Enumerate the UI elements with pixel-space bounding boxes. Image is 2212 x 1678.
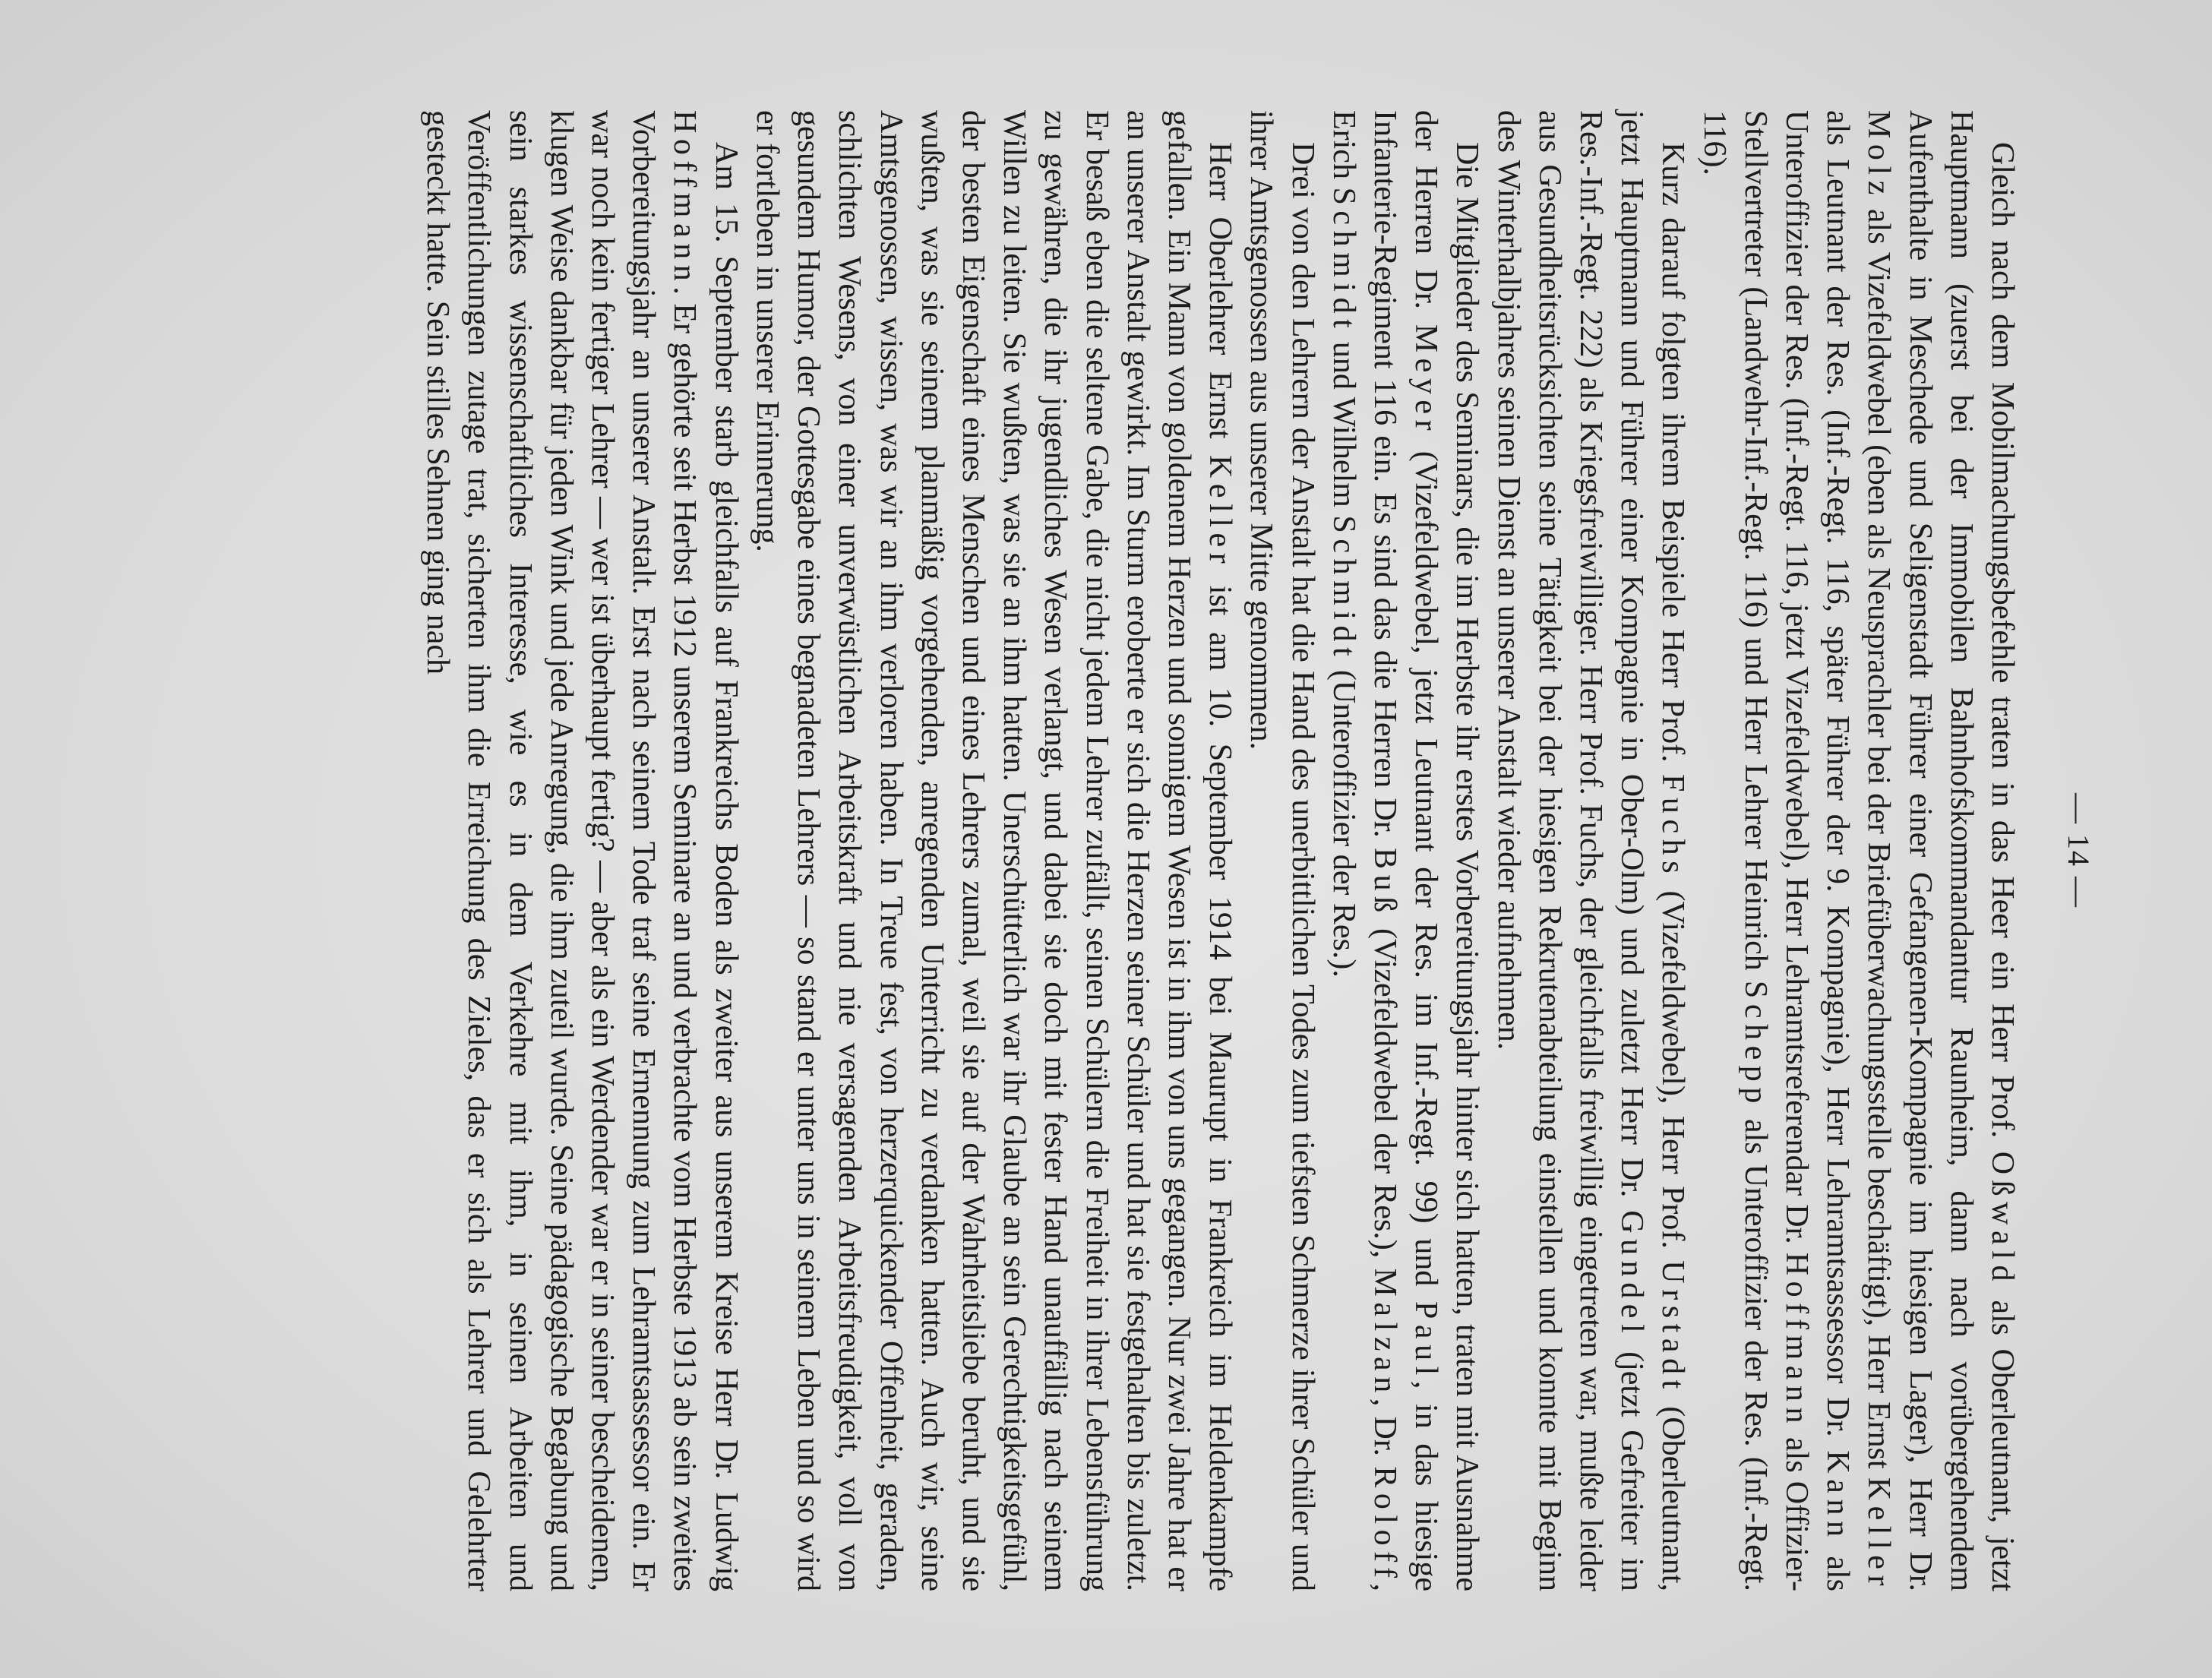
text-run: als Unteroffizier der Res. (Inf.-Regt. 116, jetzt Vizefeldwebel), Herr Lehramtsreferendar Dr.: [1778, 110, 1856, 1592]
page-number: — 14 —: [2062, 793, 2096, 909]
text-run: (jetzt Gefreiter im Res.-Inf.-Regt. 222) als Kriegsfreiwilliger. Herr Prof. Fuchs, der gleichfalls freiwillig eingetreten war, mußte leider aus Gesundheitsrücksichten seine Tätigkeit bei der hiesigen Rekrutenabteilung einstellen und konnte mit Beginn des Winterhalbjahres seinen Dienst an unserer Anstalt wieder aufnehmen.: [1490, 110, 1650, 1591]
text-run: (Vizefeldwebel), Herr Prof.: [1655, 879, 1691, 1261]
text-run: Drei von den Lehrern der Anstalt hat die Hand des unerbittlichen Todes zum tiefsten Schmerze ihrer Schüler und ihrer Amtsgenossen aus unserer Mitte genommen.: [1243, 110, 1320, 1591]
text-run: Die Mitglieder des Seminars, die im Herbste ihr erstes Vorbereitungsjahr hinter sich hatten, traten mit Ausnahme der Herren Dr.: [1408, 110, 1485, 1591]
spaced-name: Schmidt: [1326, 515, 1361, 662]
text-run: (Vizefeldwebel, jetzt Leutnant der Res. im Inf.-Regt. 99) und: [1408, 436, 1444, 1301]
paragraph: [1487, 110, 1693, 1591]
text-run: als Unteroffizier der Res. (Inf.-Regt. 116).: [1696, 110, 1773, 1591]
paragraph: [417, 110, 747, 1591]
text-run: als Oberleutnant, jetzt Hauptmann (zuerst bei der Immobilen Bahnhofskommandantur Raunheim, dann nach vorübergehendem Aufenthalte in Meschede und Seligenstadt Führer einer Gefangenen-Kompagnie im hiesigen Lager), Herr Dr.: [1902, 110, 2020, 1591]
text-run: , in das hiesige Infanterie-Regiment 116 ein. Es sind das die Herren Dr.: [1367, 110, 1444, 1591]
text-run: (Oberleutnant, jetzt Hauptmann und Führer einer Kompagnie in Ober-Olm) und zuletzt Herr Dr.: [1614, 110, 1691, 1591]
spaced-name: Keller: [1861, 1477, 1897, 1591]
text-run: ist am 10. September 1914 bei Maurupt in Frankreich im Heldenkampfe gefallen. Ein Mann von goldenem Herzen und sonnigem Wesen ist in ihm von uns gegangen. Nur zwei Jahre hat er an unserer Anstalt gewirkt. Im Sturm eroberte er sich die Herzen seiner Schüler und hat sie festgehalten bis zuletzt. Er besaß eben die seltene Gabe, die nicht jedem Lehrer zufällt, seinen Schülern die Freiheit in ihrer Lebensführung zu gewähren, die ihr jugendliches Wesen verlangt, und dabei sie doch mit fester Hand unauffällig nach seinem Willen zu leiten. Sie wußten, was sie an ihm hatten. Unerschütterlich war ihr Glaube an sein Gerechtigkeitsgefühl, der besten Eigenschaft eines Menschen und eines Lehrers zumal, weil sie auf der Wahrheitsliebe beruht, und sie wußten, was sie seinem planmäßig vorgehenden, anregenden Unterricht zu verdanken hatten. Auch wir, seine Amtsgenossen, wissen, was wir an ihm verloren haben. In Treue fest, von herzerquickender Offenheit, geraden, schlichten Wesens, von einer unverwüstlichen Arbeitskraft und nie versagenden Arbeitsfreudigkeit, voll von gesundem Humor, der Gottesgabe eines begnadeten Lehrers — so stand er unter uns in seinem Leben und so wird er fortleben in unserer Erinnerung.: [749, 110, 1238, 1591]
text-run: als Offizier-Stellvertreter (Landwehr-Inf.-Regt. 116) und Herr Lehrer Heinrich: [1737, 110, 1814, 1591]
rotated-document-page: [167, 110, 2097, 1591]
text-run: (Vizefeldwebel der Res.),: [1367, 918, 1402, 1269]
text-run: (Unteroffizier der Res.).: [1326, 662, 1361, 978]
spaced-name: Hoffmann: [1778, 1252, 1814, 1430]
spaced-name: Buß: [1367, 848, 1402, 918]
paragraph: [1693, 110, 2023, 1591]
text-run: und Wilhelm: [1326, 333, 1361, 516]
spaced-name: Urstadt: [1655, 1260, 1691, 1395]
text-run: , Dr.: [1367, 1398, 1402, 1467]
spaced-name: Meyer: [1408, 324, 1444, 437]
spaced-name: Keller: [1202, 454, 1238, 570]
text-run: Herr Oberlehrer Ernst: [1202, 142, 1238, 455]
text-run: als Vizefeldwebel (eben als Neusprachler bei der Briefüberwachungsstelle beschäftigt), Herr Ernst: [1861, 200, 1897, 1477]
spaced-name: Fuchs: [1655, 773, 1691, 880]
spaced-name: Gundel: [1614, 1210, 1650, 1339]
text-run: , Erich: [1326, 110, 1402, 1592]
spaced-name: Schmidt: [1326, 187, 1361, 334]
text-run: Gleich nach dem Mobilmachungsbefehle traten in das Heer ein Herr Prof.: [1985, 142, 2020, 1152]
body-text: [417, 110, 2023, 1591]
spaced-name: Malzan: [1367, 1268, 1402, 1398]
paragraph: [1240, 110, 1322, 1591]
spaced-name: Molz: [1861, 110, 1897, 201]
spaced-name: Schepp: [1737, 980, 1773, 1109]
text-run: . Er gehörte seit Herbst 1912 unserem Seminare an und verbrachte vom Herbste 1913 ab sein zweites Vorbereitungsjahr an unserer Anstalt. Erst nach seinem Tode traf seine Ernennung zum Lehramtsassessor ein. Er war noch kein fertiger Lehrer — wer ist überhaupt fertig? — aber als ein Werdender war er in seiner bescheidenen, klugen Weise dankbar für jeden Wink und jede Anregung, die ihm zuteil wurde. Seine pädagogische Begabung und sein starkes wissenschaftliches Interesse, wie es in dem Verkehre mit ihm, in seinen Arbeiten und Veröffentlichungen zutage trat, sicherten ihm die Erreichung des Zieles, das er sich als Lehrer und Gelehrter gesteckt hatte. Sein stilles Sehnen ging nach: [420, 110, 703, 1591]
paragraph: [1323, 110, 1488, 1591]
spaced-name: Hoffmann: [667, 110, 703, 287]
text-run: als Leutnant der Res. (Inf.-Regt. 116, später Führer der 9. Kompagnie), Herr Lehramtsassessor Dr.: [1820, 110, 1856, 1451]
paragraph: [747, 110, 1240, 1591]
text-run: Am 15. September starb gleichfalls auf Frankreichs Boden als zweiter aus unserem Kreise Herr Dr. Ludwig: [708, 142, 744, 1591]
spaced-name: Kann: [1820, 1450, 1856, 1543]
spaced-name: Paul: [1408, 1300, 1444, 1381]
spaced-name: Oßwald: [1985, 1151, 2020, 1288]
text-run: Kurz darauf folgten ihrem Beispiele Herr Prof.: [1655, 142, 1691, 774]
spaced-name: Roloff: [1367, 1466, 1402, 1584]
